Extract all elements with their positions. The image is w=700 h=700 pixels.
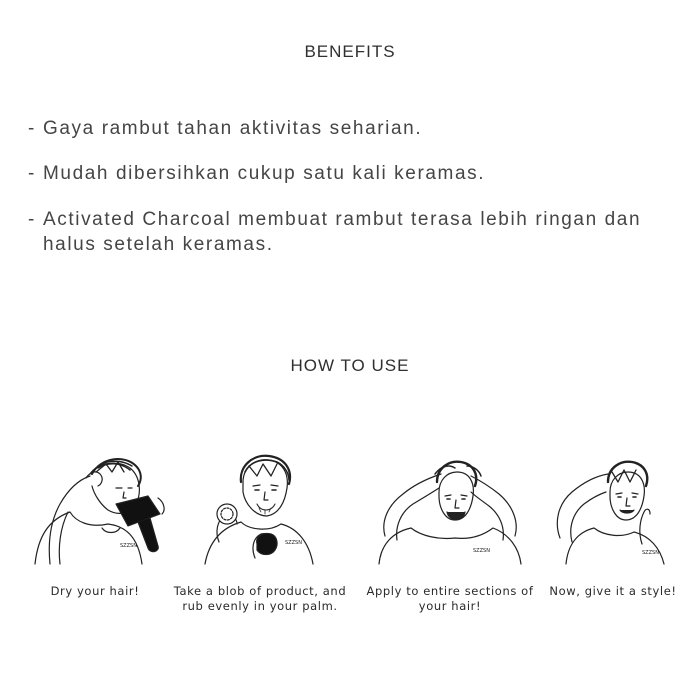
benefit-item bbox=[28, 161, 688, 186]
step-dry-hair bbox=[10, 452, 180, 598]
benefit-text: Gaya rambut tahan aktivitas seharian. bbox=[43, 118, 423, 139]
benefits-title: BENEFITS bbox=[304, 42, 396, 61]
shirt-logo: SZZSN bbox=[642, 550, 659, 556]
benefit-item bbox=[28, 116, 688, 141]
step-style-hair bbox=[528, 452, 698, 598]
benefit-dash: - bbox=[28, 118, 36, 139]
man-blow-drying-hair-illustration bbox=[20, 452, 170, 572]
how-to-use-title: HOW TO USE bbox=[290, 356, 410, 375]
benefit-dash: - bbox=[28, 163, 36, 184]
benefit-item bbox=[28, 207, 688, 257]
shirt-logo: SZZSN bbox=[120, 543, 137, 549]
shirt-logo: SZZSN bbox=[285, 540, 302, 546]
shirt-logo: SZZSN bbox=[473, 548, 490, 554]
step-take-product bbox=[173, 452, 347, 613]
man-holding-product-jar-illustration bbox=[185, 452, 335, 572]
man-styling-hair-illustration bbox=[538, 452, 688, 572]
step-caption: Apply to entire sections of your hair! bbox=[366, 584, 534, 613]
benefit-text: Activated Charcoal membuat rambut terasa lebih ringan dan halus setelah keramas. bbox=[43, 209, 642, 255]
step-caption: Take a blob of product, and rub evenly in your palm. bbox=[173, 584, 347, 613]
benefit-dash: - bbox=[28, 209, 36, 230]
man-applying-product-to-hair-illustration bbox=[375, 452, 525, 572]
step-caption: Now, give it a style! bbox=[549, 584, 677, 598]
benefit-text: Mudah dibersihkan cukup satu kali keramas. bbox=[43, 163, 486, 184]
step-apply-product bbox=[365, 452, 535, 613]
step-caption: Dry your hair! bbox=[50, 584, 140, 598]
